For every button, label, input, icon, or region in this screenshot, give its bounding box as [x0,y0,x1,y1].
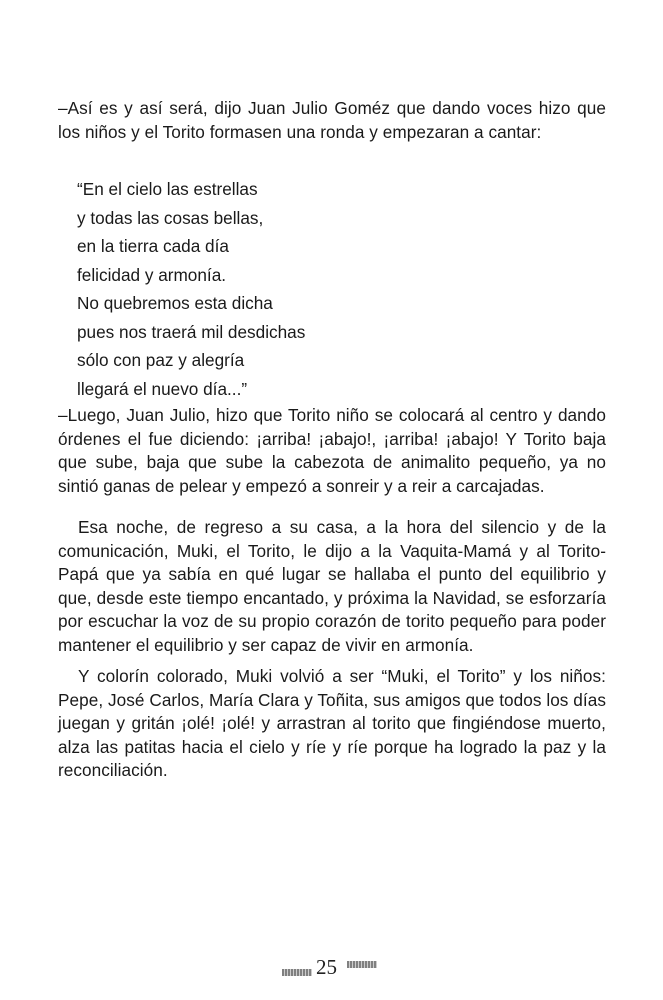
verse-line: y todas las cosas bellas, [77,207,264,228]
paragraph-ending: Y colorín colorado, Muki volvió a ser “Muki, el Torito” y los niños: Pepe, José Carlos, María Clara y Toñita, sus amigos que todos los días juegan y gritán ¡olé! ¡olé! y arrastran al torito que fingiéndose muerto, alza las patitas hacia el cielo y ríe y ríe porque ha logrado la paz y la reconciliación. [58,666,606,780]
verse-line: “En el cielo las estrellas [77,179,258,199]
page-footer [0,953,663,983]
page-number: 25 [316,955,337,979]
verse-line: llegará el nuevo día...” [77,378,248,399]
ornament-left-icon [282,969,312,976]
verse-line: felicidad y armonía. [77,264,227,285]
verse-line: sólo con paz y alegría [77,350,245,370]
ornament-right-icon [347,961,377,968]
verse-line: No quebremos esta dicha [77,293,273,313]
song-verse [77,178,477,406]
paragraph-intro: –Así es y así será, dijo Juan Julio Goméz que dando voces hizo que los niños y el Torito formasen una ronda y empezaran a cantar: [58,98,606,142]
verse-line: pues nos traerá mil desdichas [77,321,306,342]
paragraph-dance: –Luego, Juan Julio, hizo que Torito niño se colocará al centro y dando órdenes el fue diciendo: ¡arriba! ¡abajo!, ¡arriba! ¡abajo! Y Torito baja que sube, baja que sube la cabezota de animalito pequeño, ya no sintió ganas de pelear y empezó a sonreir y a reir a carcajadas. [58,405,606,496]
paragraph-night: Esa noche, de regreso a su casa, a la hora del silencio y de la comunicación, Muki, el Torito, le dijo a la Vaquita-Mamá y al Torito-Papá que ya sabía en qué lugar se hallaba el punto del equilibrio y que, desde este tiempo encantado, y próxima la Navidad, se esforzaría por escuchar la voz de su propio corazón de torito pequeño para poder mantener el equilibrio y ser capaz de vivir en armonía. [58,517,606,655]
verse-line: en la tierra cada día [77,236,229,256]
